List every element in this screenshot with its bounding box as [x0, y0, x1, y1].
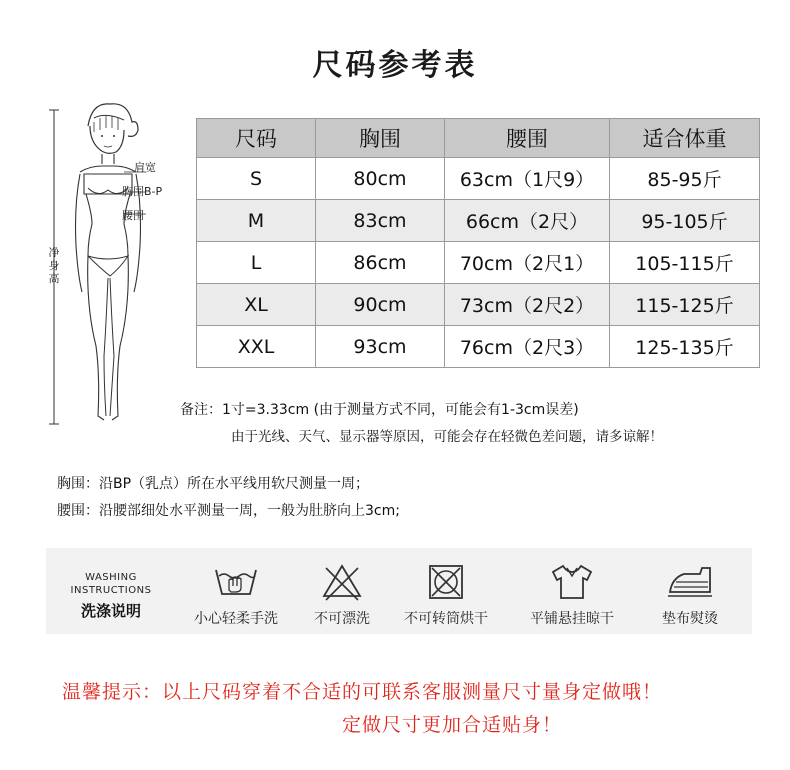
washing-en-line1: WASHING: [85, 572, 137, 583]
table-header-row: [197, 119, 760, 158]
care-iron: [630, 556, 750, 632]
washing-heading: [46, 548, 176, 634]
header-weight: 适合体重: [610, 119, 760, 158]
waist-cell: 66cm（2尺）: [445, 200, 610, 242]
hand-wash-icon: [213, 562, 259, 598]
iron-with-cloth-icon: [666, 562, 714, 598]
care-label: 不可转筒烘干: [404, 611, 488, 627]
washing-en-line2: INSTRUCTIONS: [70, 585, 152, 596]
waist-label: 腰围: [122, 209, 144, 222]
care-no-bleach: [282, 556, 402, 632]
table-row: [197, 158, 760, 200]
dry-flat-icon: [549, 562, 595, 602]
header-waist: 腰围: [445, 119, 610, 158]
care-hand-wash: [176, 556, 296, 632]
table-row: [197, 242, 760, 284]
waist-cell: 63cm（1尺9）: [445, 158, 610, 200]
bust-cell: 80cm: [316, 158, 445, 200]
weight-cell: 105-115斤: [610, 242, 760, 284]
header-size: 尺码: [197, 119, 316, 158]
care-label: 平铺悬挂晾干: [530, 611, 614, 627]
weight-cell: 85-95斤: [610, 158, 760, 200]
weight-cell: 125-135斤: [610, 326, 760, 368]
bust-measure-instruction: 胸围：沿BP（乳点）所在水平线用软尺测量一周；: [57, 476, 370, 492]
care-no-tumble-dry: [386, 556, 506, 632]
tip-line-1: 温馨提示：以上尺码穿着不合适的可联系客服测量尺寸量身定做哦！: [62, 681, 663, 703]
page-title: 尺码参考表: [312, 48, 478, 83]
no-tumble-dry-icon: [426, 562, 466, 602]
washing-instructions-panel: [46, 548, 752, 634]
care-label: 垫布熨烫: [662, 611, 718, 627]
bust-cell: 90cm: [316, 284, 445, 326]
size-cell: XL: [197, 284, 316, 326]
size-table: [196, 118, 760, 368]
care-dry-flat: [512, 556, 632, 632]
size-cell: M: [197, 200, 316, 242]
bust-cell: 86cm: [316, 242, 445, 284]
header-bust: 胸围: [316, 119, 445, 158]
no-bleach-icon: [320, 562, 364, 602]
size-cell: XXL: [197, 326, 316, 368]
tip-line-2: 定做尺寸更加合适贴身！: [342, 714, 563, 736]
body-figure-illustration: [40, 96, 180, 431]
care-label: 不可漂洗: [314, 611, 370, 627]
bust-cell: 83cm: [316, 200, 445, 242]
body-figure-icon: [40, 96, 180, 431]
weight-cell: 95-105斤: [610, 200, 760, 242]
bust-cell: 93cm: [316, 326, 445, 368]
waist-cell: 70cm（2尺1）: [445, 242, 610, 284]
washing-zh-title: 洗涤说明: [80, 602, 141, 620]
shoulder-label: 肩宽: [134, 161, 156, 174]
waist-cell: 73cm（2尺2）: [445, 284, 610, 326]
waist-measure-instruction: 腰围：沿腰部细处水平测量一周，一般为肚脐向上3cm;: [57, 503, 400, 519]
size-cell: S: [197, 158, 316, 200]
care-label: 小心轻柔手洗: [194, 611, 278, 627]
note-line-2: 由于光线、天气、显示器等原因，可能会存在轻微色差问题，请多谅解！: [231, 429, 663, 445]
bust-label: 胸围B-P: [122, 185, 163, 198]
waist-cell: 76cm（2尺3）: [445, 326, 610, 368]
weight-cell: 115-125斤: [610, 284, 760, 326]
height-label: 净身高: [48, 246, 60, 285]
note-line-1: 备注：1寸=3.33cm (由于测量方式不同，可能会有1-3cm误差): [180, 402, 579, 418]
table-row: [197, 200, 760, 242]
size-cell: L: [197, 242, 316, 284]
table-row: [197, 284, 760, 326]
table-row: [197, 326, 760, 368]
